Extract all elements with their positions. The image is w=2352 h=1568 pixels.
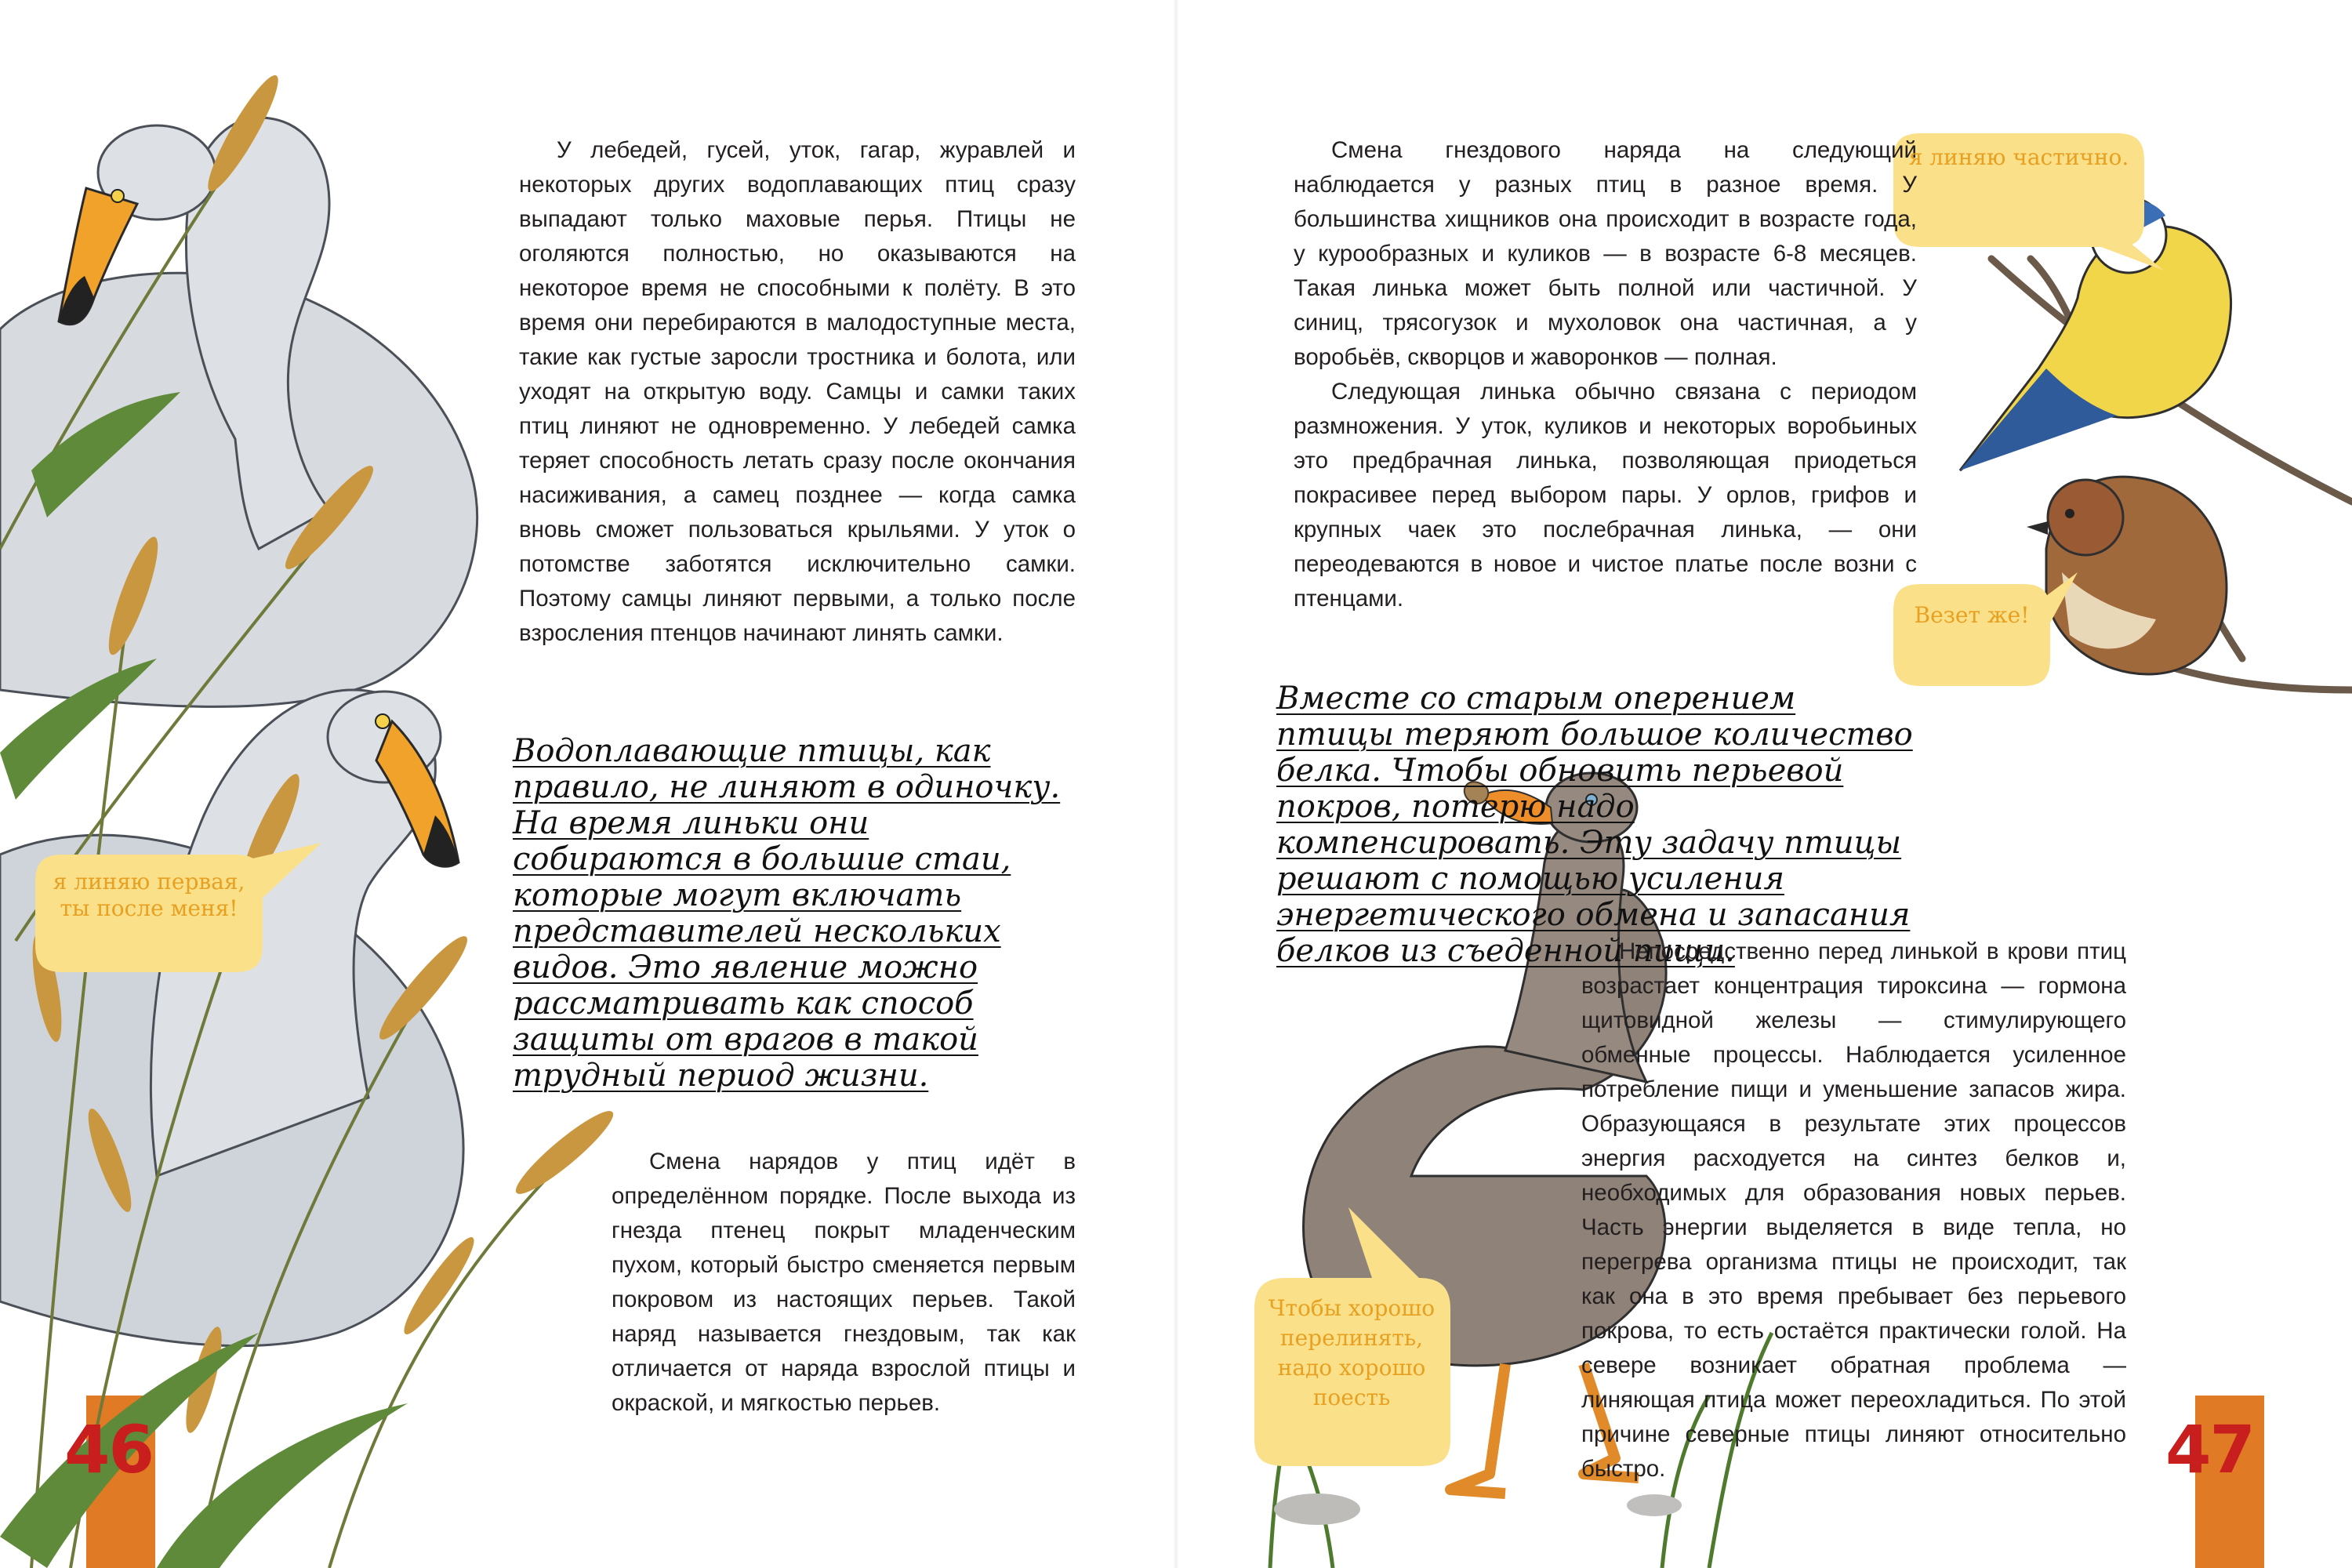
script-callout: Водоплавающие птицы, как правило, не линяют в одиночку. На время линьки они собираются в большие стаи, которые могут включать представителей нескольких видов. Это явление можно рассматривать как способ защиты от врагов в такой трудный период жизни. (513, 733, 1061, 1094)
paragraph-text: Непосредственно перед линькой в крови птиц возрастает концентрация тироксина — гормона щитовидной железы — стимулирующего обменные процессы. Наблюдается усиленное потребление пищи и уменьшение запасов жира. Образующаяся в результате этих процессов энергия расходуется на синтез белков и, необходимых для образования новых перьев. Часть энергии выделяется в виде тепла, но перегрева организма птицы не происходит, так как она в это время пребывает без перьевого покрова, то есть остаётся практически голой. На севере возникает обратная проблема — линяющая птица может переохладиться. По этой причине северные птицы линяют относительно быстро. (1581, 938, 2126, 1482)
sparrow-speech-bubble: Везет же! (1914, 602, 2030, 628)
sparrow-head (2048, 480, 2123, 555)
intro-paragraphs (1294, 133, 1917, 616)
paragraph-text: Смена гнездового наряда на следующий наблюдается у разных птиц в разное время. У большинства хищников она происходит в возрасте года, у курообразных и куликов — в возрасте 6-8 месяцев. Такая линька может быть полной или частичной. У синиц, трясогузок и мухоловок она частичная, а у воробьёв, скворцов и жаворонков — полная. (1294, 137, 1917, 370)
sparrow-eye (2065, 509, 2074, 518)
paragraph-text: У лебедей, гусей, уток, гагар, журавлей и некоторых других водоплавающих птиц сразу выпадают только маховые перья. Птицы не оголяются полностью, но оказываются на некоторое время не способными к полёту. В это время они перебираются в малодоступные места, такие как густые заросли тростника и болота, или уходят на открытую воду. Самцы и самки таких птиц линяют не одновременно. У лебедей самка теряет способность летать сразу после окончания насиживания, а самец позднее — когда самка вновь сможет пользоваться крыльями. У уток о потомстве заботятся исключительно самки. Поэтому самцы линяют первыми, а только после взросления птенцов начинают линять самки. (519, 137, 1076, 646)
script-callout: Вместе со старым оперением птицы теряют большое количество белка. Чтобы обновить перьевой покров, потерю надо компенсировать. Эту задачу птицы решают с помощью усиления энергетического обмена и запасания белков из съеденной пищи. (1276, 681, 1913, 969)
stone (1627, 1494, 1682, 1516)
tit-speech-bubble: я линяю частично. (1908, 144, 2129, 170)
page-number: 47 (2165, 1411, 2254, 1488)
right-page (1176, 0, 2352, 1568)
swan-speech-bubble: я линяю первая, ты после меня! (53, 869, 245, 921)
molt-order-paragraph (612, 1145, 1076, 1421)
back-swan-eye (111, 190, 124, 202)
page-number: 46 (64, 1411, 153, 1488)
paragraph-text: Смена нарядов у птиц идёт в определённом порядке. После выхода из гнезда птенец покрыт младенческим пухом, который быстро сменяется первым покровом из настоящих перьев. Такой наряд называется гнездовым, так как отличается от наряда взрослой птицы и окраской, и мягкостью перьев. (612, 1149, 1076, 1416)
goose-speech-bubble: Чтобы хорошо перелинять, надо хорошо поесть (1268, 1295, 1436, 1410)
intro-paragraph (519, 133, 1076, 651)
front-swan-eye (376, 714, 390, 728)
thyroxine-paragraph (1581, 935, 2126, 1486)
paragraph-text: Следующая линька обычно связана с периодом размножения. У уток, куликов и некоторых воробьиных это предбрачная линька, позволяющая приодеться покрасивее перед выбором пары. У орлов, грифов и крупных чаек это послебрачная линька, — они переодеваются в новое и чистое платье после возни с птенцами. (1294, 379, 1917, 612)
stone (1274, 1494, 1360, 1525)
